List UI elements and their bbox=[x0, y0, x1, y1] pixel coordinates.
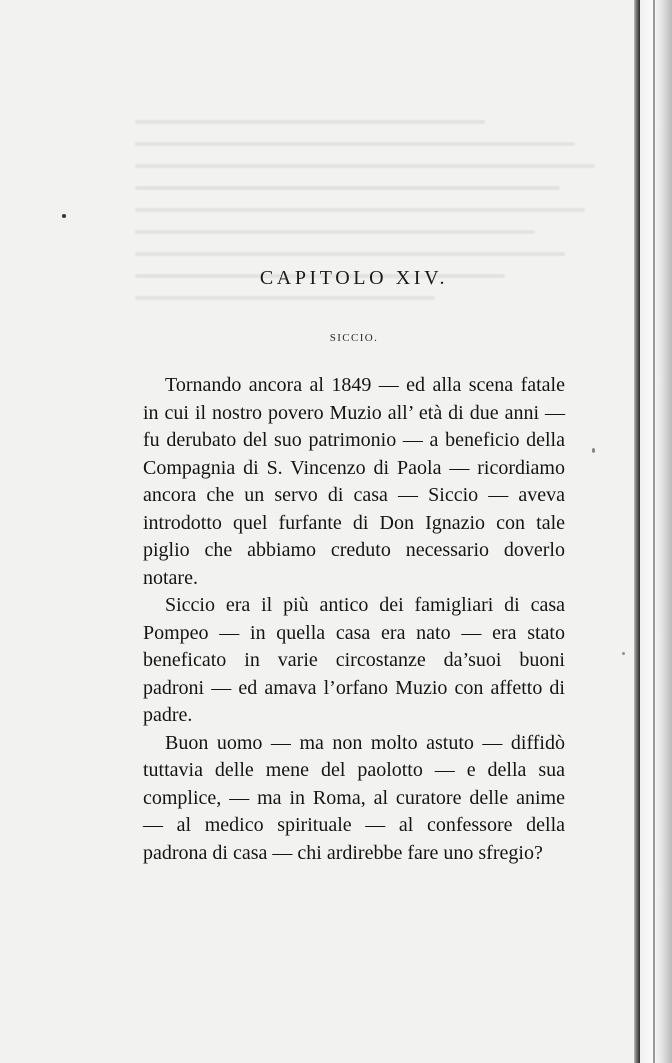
book-binding bbox=[640, 0, 672, 1063]
print-speck bbox=[622, 652, 625, 655]
chapter-title: CAPITOLO XIV. bbox=[259, 267, 449, 289]
chapter-body bbox=[143, 372, 565, 867]
paragraph: Siccio era il più antico dei famigliari di casa Pompeo — in quella casa era nato — era stato beneficato in varie circostanze da’suoi buoni padroni — ed amava l’orfano Muzio con affetto di padre. bbox=[143, 594, 565, 726]
paragraph: Tornando ancora al 1849 — ed alla scena fatale in cui il nostro povero Muzio all’ età di due anni — fu derubato del suo patrimonio — a beneficio della Compagnia di S. Vincenzo di Paola — ricordiamo ancora che un servo di casa — Siccio — aveva introdotto quel furfante di Don Ignazio con tale piglio che abbiamo creduto necessario doverlo notare. bbox=[143, 374, 565, 589]
print-speck bbox=[62, 214, 66, 218]
binding-line bbox=[653, 0, 655, 1063]
chapter-subtitle: SICCIO. bbox=[329, 332, 379, 344]
paragraph: Buon uomo — ma non molto astuto — diffidò tuttavia delle mene del paolotto — e della sua complice, — ma in Roma, al curatore delle anime — al medico spirituale — al confessore della padrona di casa — chi ardirebbe fare uno sfregio? bbox=[143, 731, 565, 864]
print-speck bbox=[592, 448, 595, 453]
